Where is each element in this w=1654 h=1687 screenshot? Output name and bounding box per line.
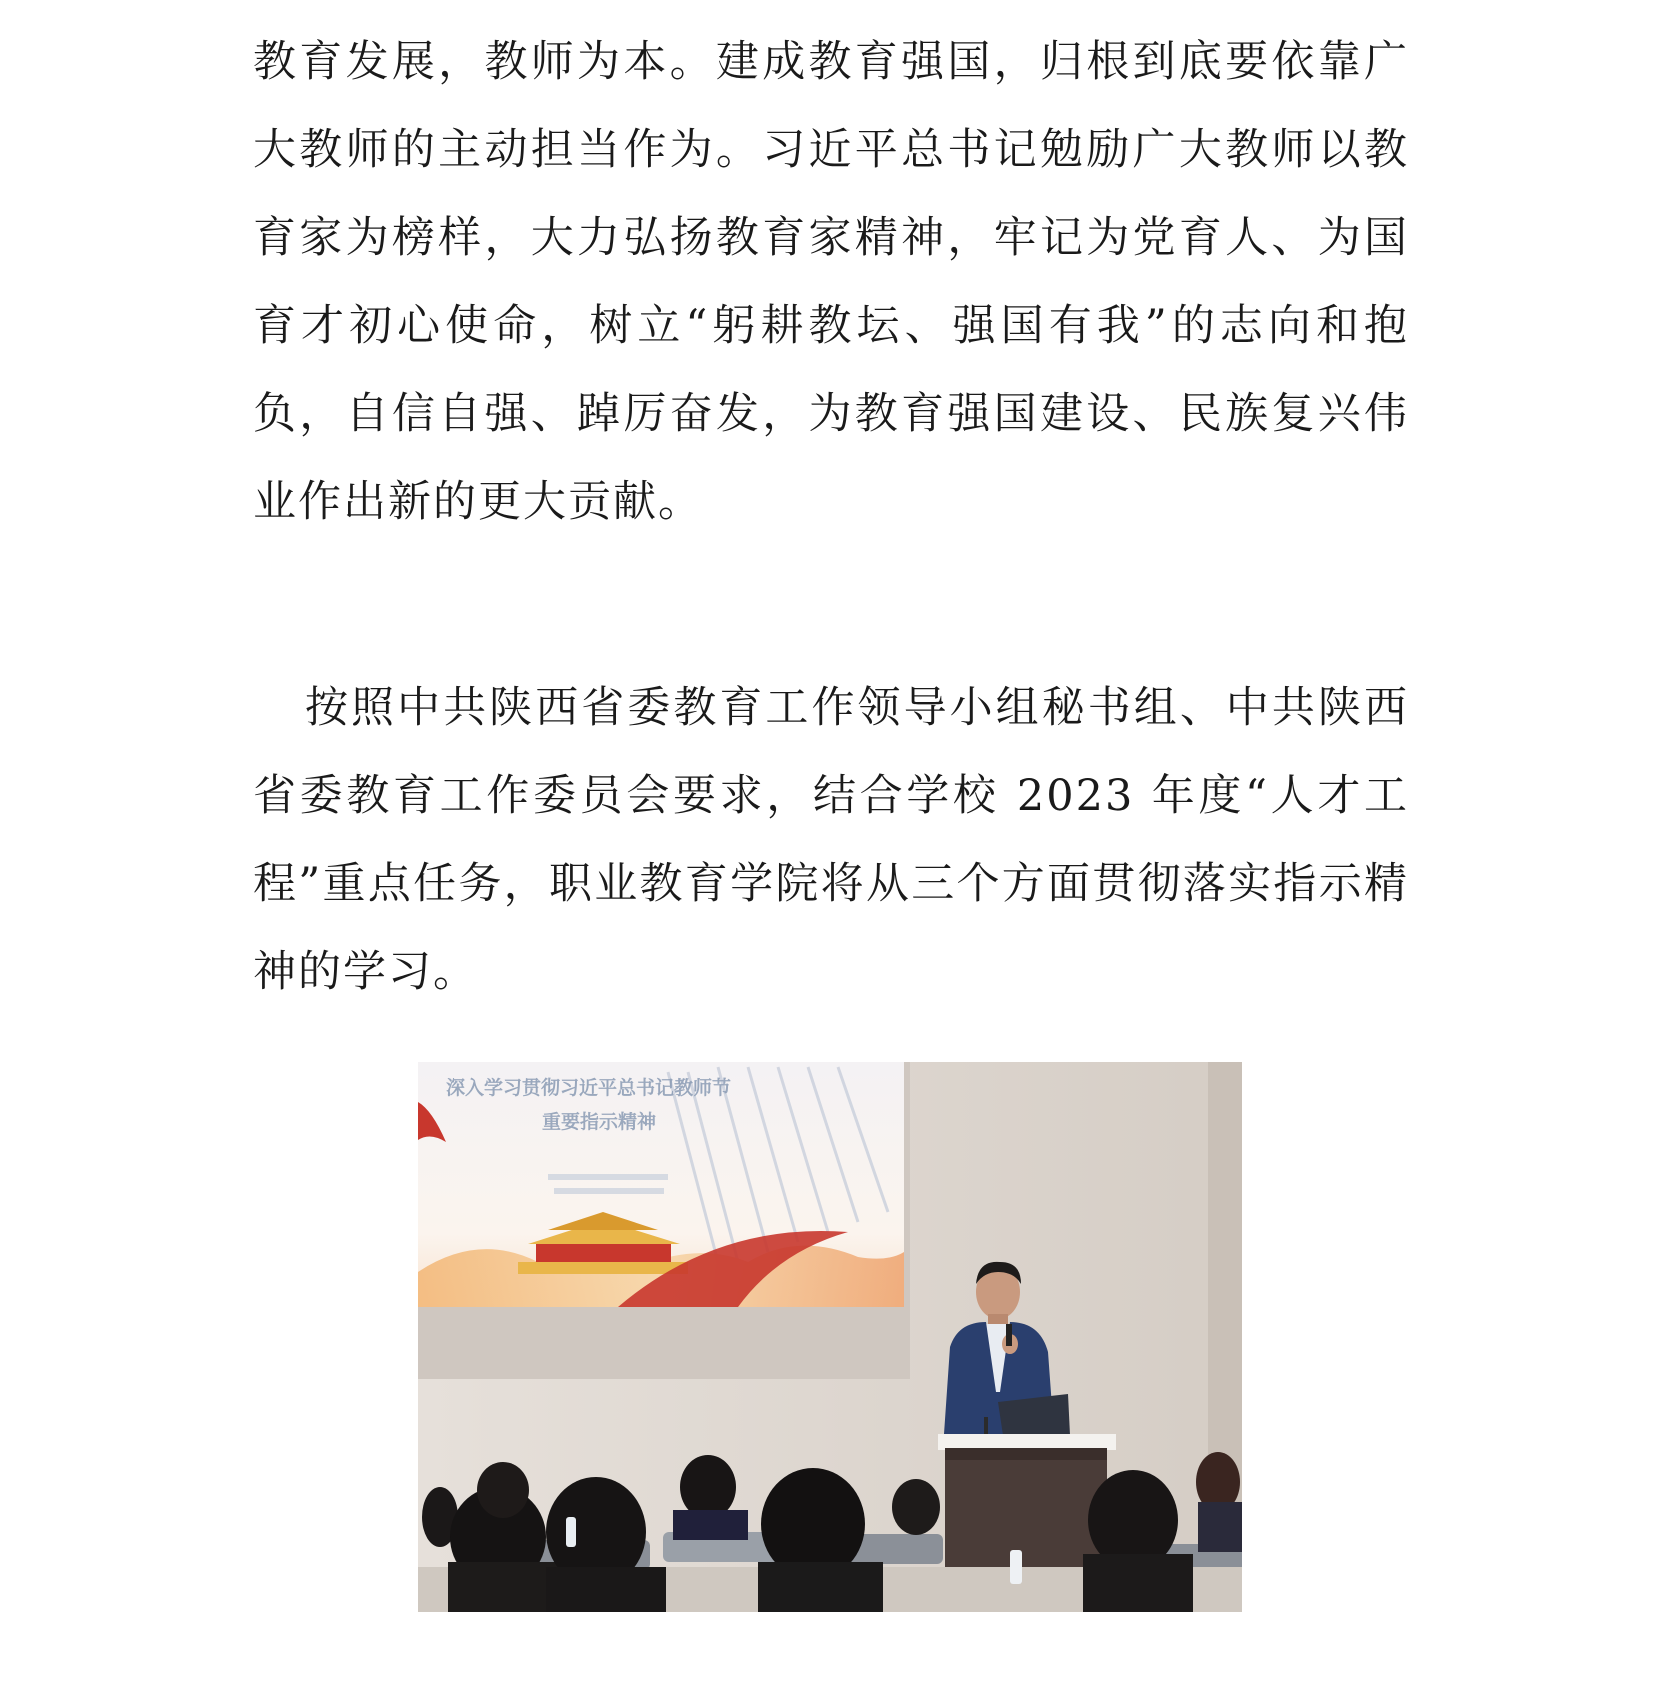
paragraph-2: 按照中共陕西省委教育工作领导小组秘书组、中共陕西省委教育工作委员会要求，结合学校 2023 年度“人才工程”重点任务，职业教育学院将从三个方面贯彻落实指示精神的学习。 (253, 683, 1409, 997)
lecture-photo (418, 1062, 1242, 1612)
paragraph-1: 教育发展，教师为本。建成教育强国，归根到底要依靠广大教师的主动担当作为。习近平总书记勉励广大教师以教育家为榜样，大力弘扬教育家精神，牢记为党育人、为国育才初心使命，树立“躬耕教坛、强国有我”的志向和抱负，自信自强、踔厉奋发，为教育强国建设、民族复兴伟业作出新的更大贡献。 (253, 37, 1409, 527)
slide-title-line2: 重要指示精神 (542, 1111, 657, 1133)
article-body (253, 18, 1409, 1016)
slide-title-line1: 深入学习贯彻习近平总书记教师节 (446, 1077, 732, 1099)
paragraph-gap (253, 546, 1409, 664)
projection-screen (418, 1062, 910, 1379)
